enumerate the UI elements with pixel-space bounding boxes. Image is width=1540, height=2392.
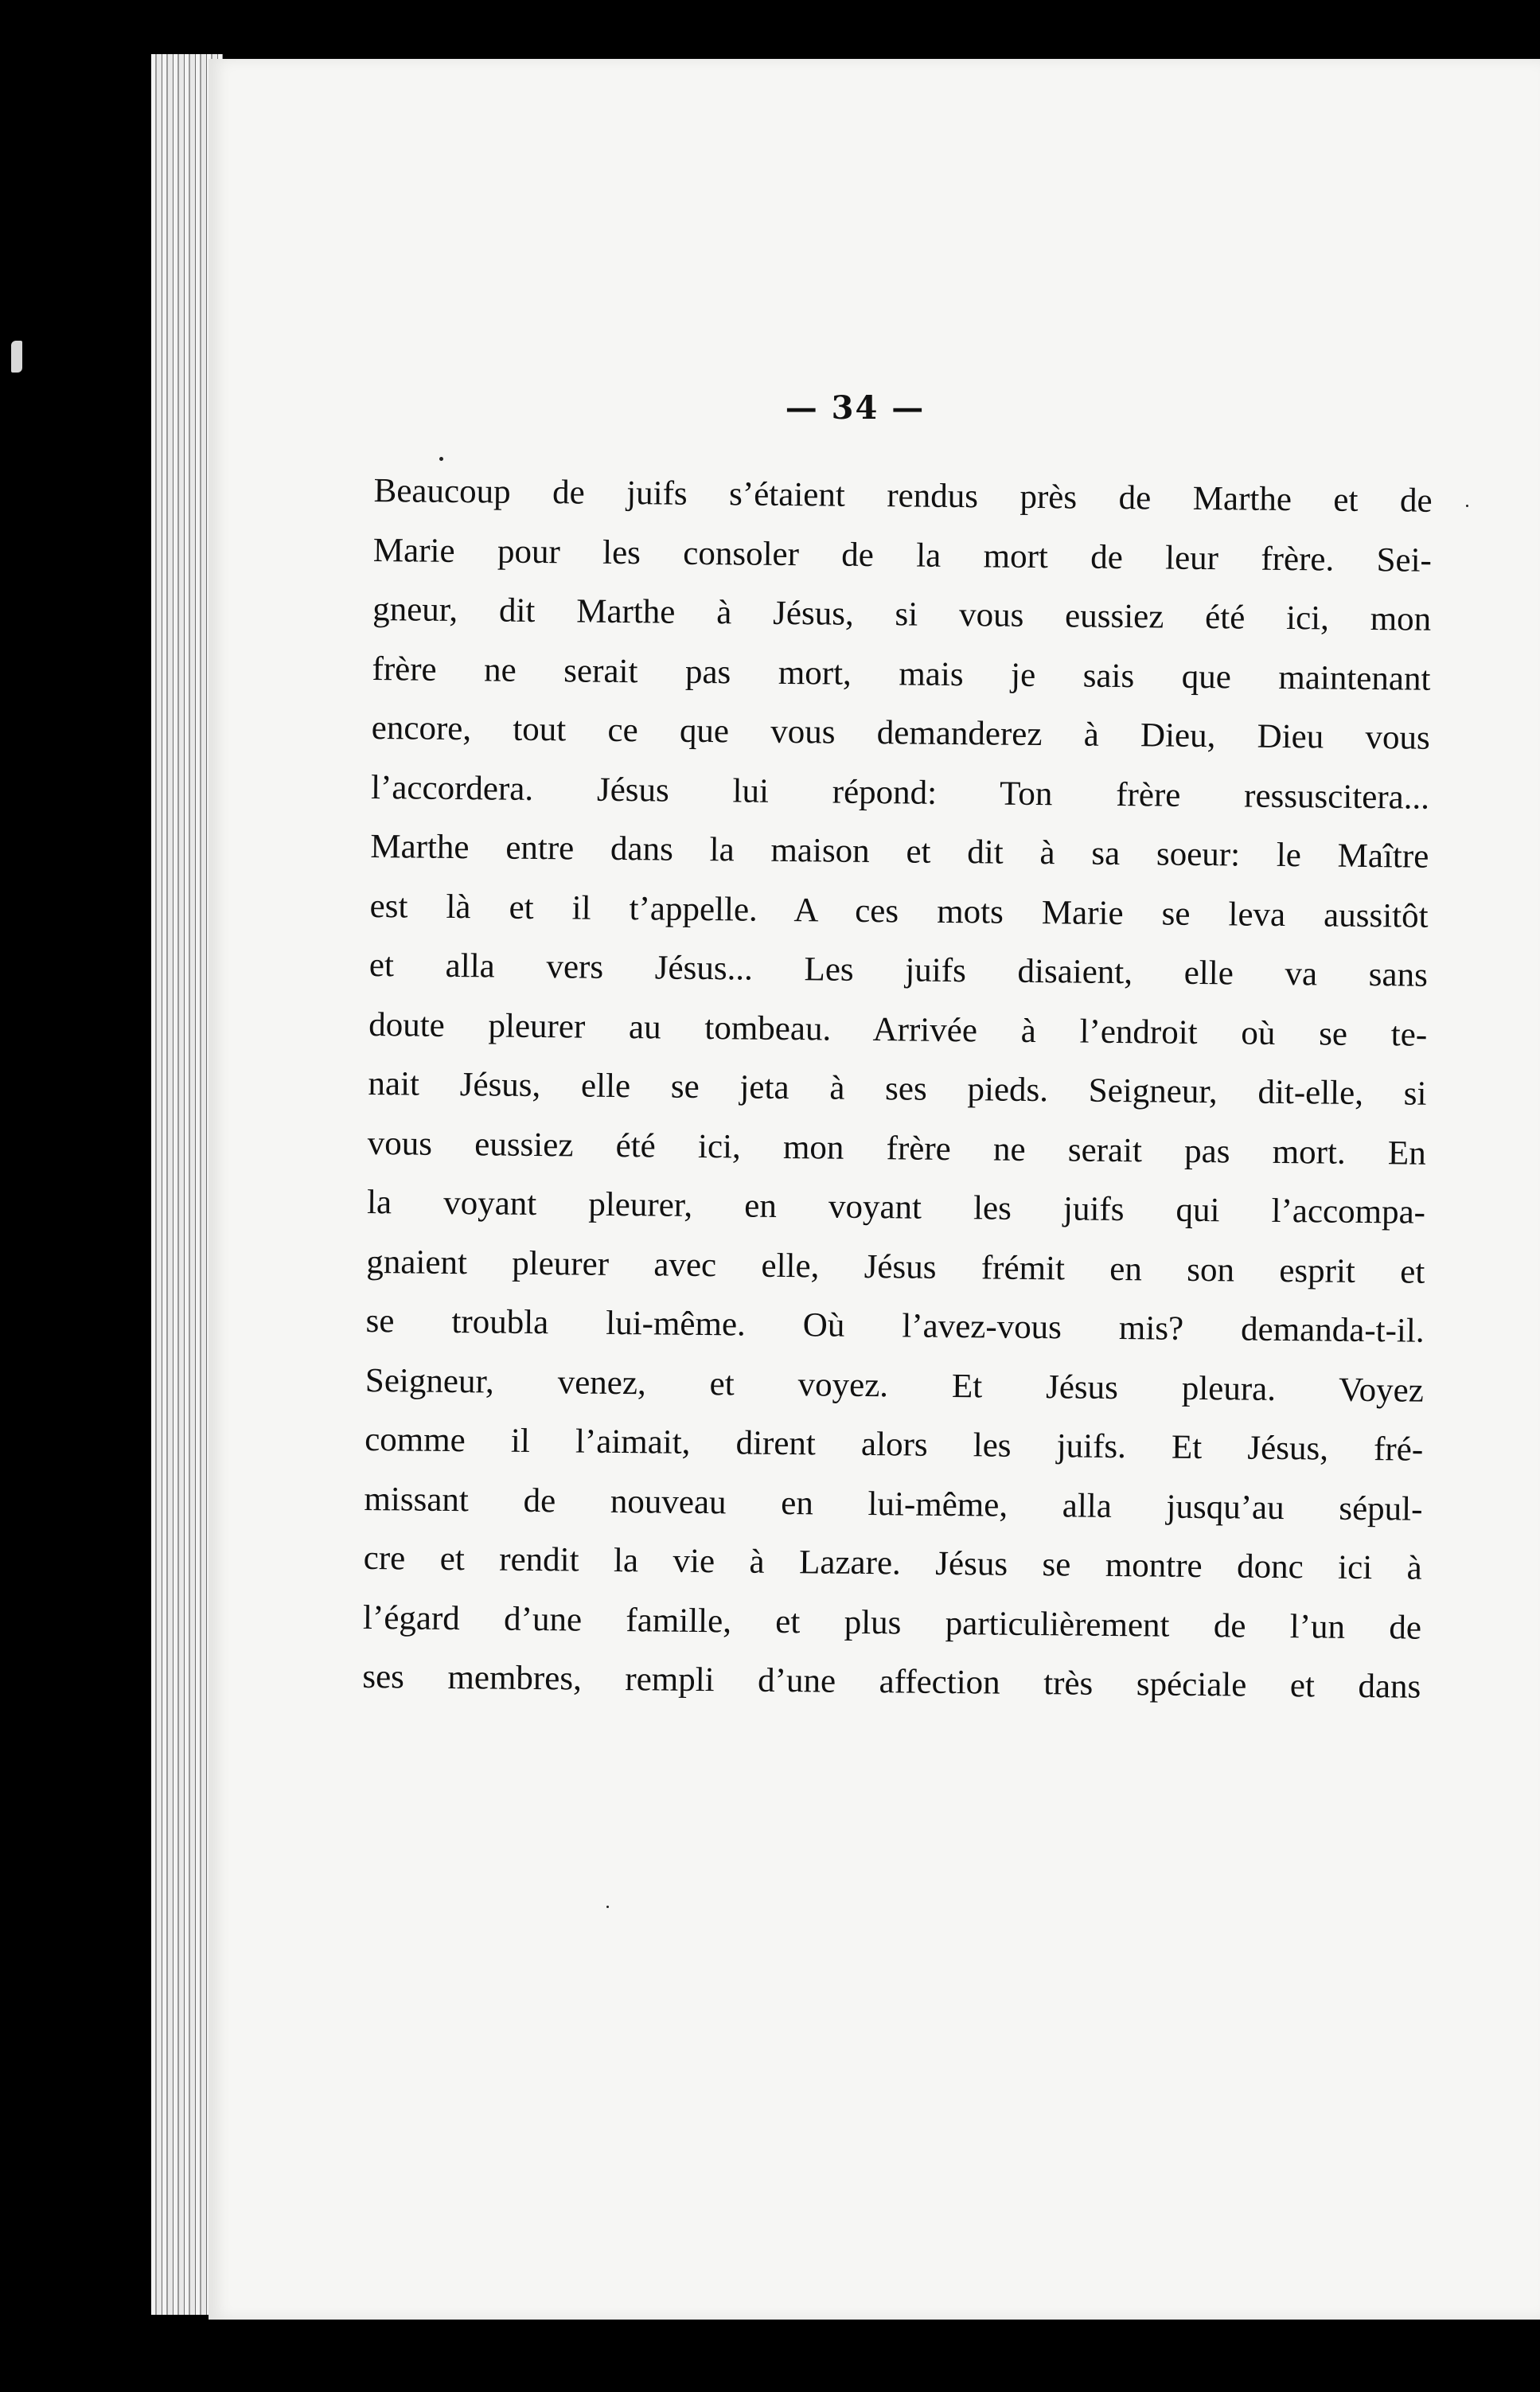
text-line: l’égard d’une famille, et plus particulièrement de l’un de <box>362 1598 1422 1647</box>
text-line: et alla vers Jésus... Les juifs disaient, elle va sans <box>368 946 1429 994</box>
text-line: est là et il t’appelle. A ces mots Marie se leva aussitôt <box>369 887 1429 935</box>
text-line: Beaucoup de juifs s’étaient rendus près de Marthe et de <box>373 471 1433 520</box>
text-line: vous eussiez été ici, mon frère ne serait pas mort. En <box>367 1124 1426 1173</box>
text-line: gnaient pleurer avec elle, Jésus frémit en son esprit et <box>366 1243 1425 1291</box>
text-line: missant de nouveau en lui-même, alla jusqu’au sépul- <box>364 1480 1423 1528</box>
text-line: cre et rendit la vie à Lazare. Jésus se montre donc ici à <box>363 1539 1422 1587</box>
text-line: Marie pour les consoler de la mort de leur frère. Sei- <box>372 531 1433 579</box>
text-line: l’accordera. Jésus lui répond: Ton frère ressuscitera... <box>370 768 1430 817</box>
scan-artifact-mark <box>11 341 22 373</box>
text-line: doute pleurer au tombeau. Arrivée à l’endroit où se te- <box>368 1005 1428 1054</box>
body-paragraph <box>362 462 1433 1717</box>
text-line: la voyant pleurer, en voyant les juifs qui l’accompa- <box>366 1183 1426 1231</box>
page-number: — 34 — <box>785 389 926 427</box>
text-line: gneur, dit Marthe à Jésus, si vous eussiez été ici, mon <box>372 590 1432 638</box>
text-line: ses membres, rempli d’une affection très spéciale et dans <box>362 1657 1421 1706</box>
paper-speck <box>606 1906 609 1908</box>
text-line: nait Jésus, elle se jeta à ses pieds. Seigneur, dit-elle, si <box>368 1064 1427 1113</box>
text-line: se troubla lui-même. Où l’avez-vous mis? demanda-t-il. <box>365 1301 1425 1350</box>
text-line: encore, tout ce que vous demanderez à Dieu, Dieu vous <box>371 708 1430 757</box>
text-line: Seigneur, venez, et voyez. Et Jésus pleura. Voyez <box>365 1361 1425 1410</box>
paper-speck <box>1466 505 1468 507</box>
text-line: frère ne serait pas mort, mais je sais que maintenant <box>372 650 1431 698</box>
text-line: Marthe entre dans la maison et dit à sa soeur: le Maître <box>370 827 1429 876</box>
text-line: comme il l’aimait, dirent alors les juifs. Et Jésus, fré- <box>364 1420 1424 1469</box>
paper-speck <box>439 457 443 461</box>
